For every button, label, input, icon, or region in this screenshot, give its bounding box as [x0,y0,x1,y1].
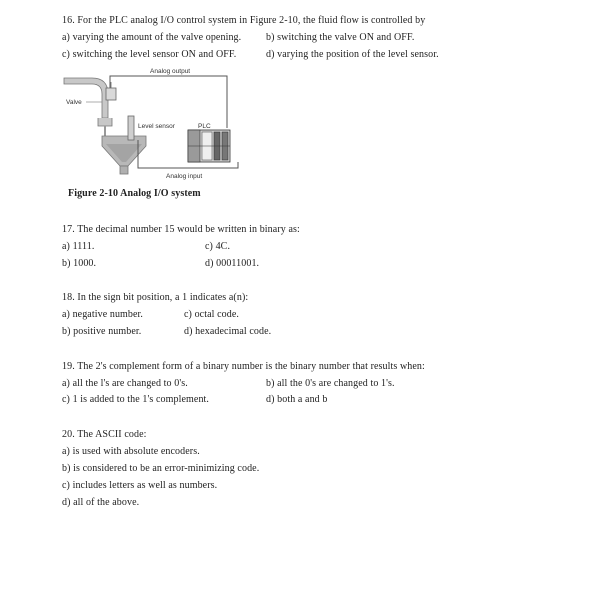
q19-option-c: c) 1 is added to the 1's complement. [62,394,210,405]
analog-io-figure [62,66,262,186]
q20-option-d: d) all of the above. [62,497,140,508]
figure-caption: Figure 2-10 Analog I/O system [68,188,201,199]
valve-body [106,88,116,100]
q16-option-b: b) switching the valve ON and OFF. [266,32,415,43]
level-sensor-label: Level sensor [138,123,175,130]
q20-option-a: a) is used with absolute encoders. [62,446,200,457]
analog-output-label: Analog output [150,68,191,75]
pipe [64,78,108,118]
plc-label: PLC [198,123,211,130]
q20-option-c: c) includes letters as well as numbers. [62,480,218,491]
valve-label: Valve [66,99,82,106]
analog-output-wire [110,76,227,128]
q20-option-b: b) is considered to be an error-minimizing code. [62,463,260,474]
q18-option-d: d) hexadecimal code. [184,326,272,337]
q18-option-b: b) positive number. [62,326,142,337]
q17-option-b: b) 1000. [62,258,97,269]
q19-option-d: d) both a and b [266,394,328,405]
level-sensor [128,116,134,140]
q20-stem: 20. The ASCII code: [62,429,147,440]
q16-option-d: d) varying the position of the level sensor. [266,49,439,60]
q19-stem: 19. The 2's complement form of a binary number is the binary number that results when: [62,361,425,372]
q19-option-b: b) all the 0's are changed to 1's. [266,378,395,389]
analog-input-label: Analog input [166,173,203,180]
q17-option-d: d) 00011001. [205,258,260,269]
q19-option-a: a) all the l's are changed to 0's. [62,378,188,389]
q16-option-a: a) varying the amount of the valve opening. [62,32,242,43]
q18-option-a: a) negative number. [62,309,144,320]
q16-option-c: c) switching the level sensor ON and OFF. [62,49,237,60]
q18-stem: 18. In the sign bit position, a 1 indicates a(n): [62,292,249,303]
q17-option-a: a) 1111. [62,241,95,252]
q18-option-c: c) octal code. [184,309,239,320]
q16-stem: 16. For the PLC analog I/O control system in Figure 2-10, the fluid flow is controlled by [62,15,426,26]
q17-stem: 17. The decimal number 15 would be written in binary as: [62,224,300,235]
q17-option-c: c) 4C. [205,241,231,252]
